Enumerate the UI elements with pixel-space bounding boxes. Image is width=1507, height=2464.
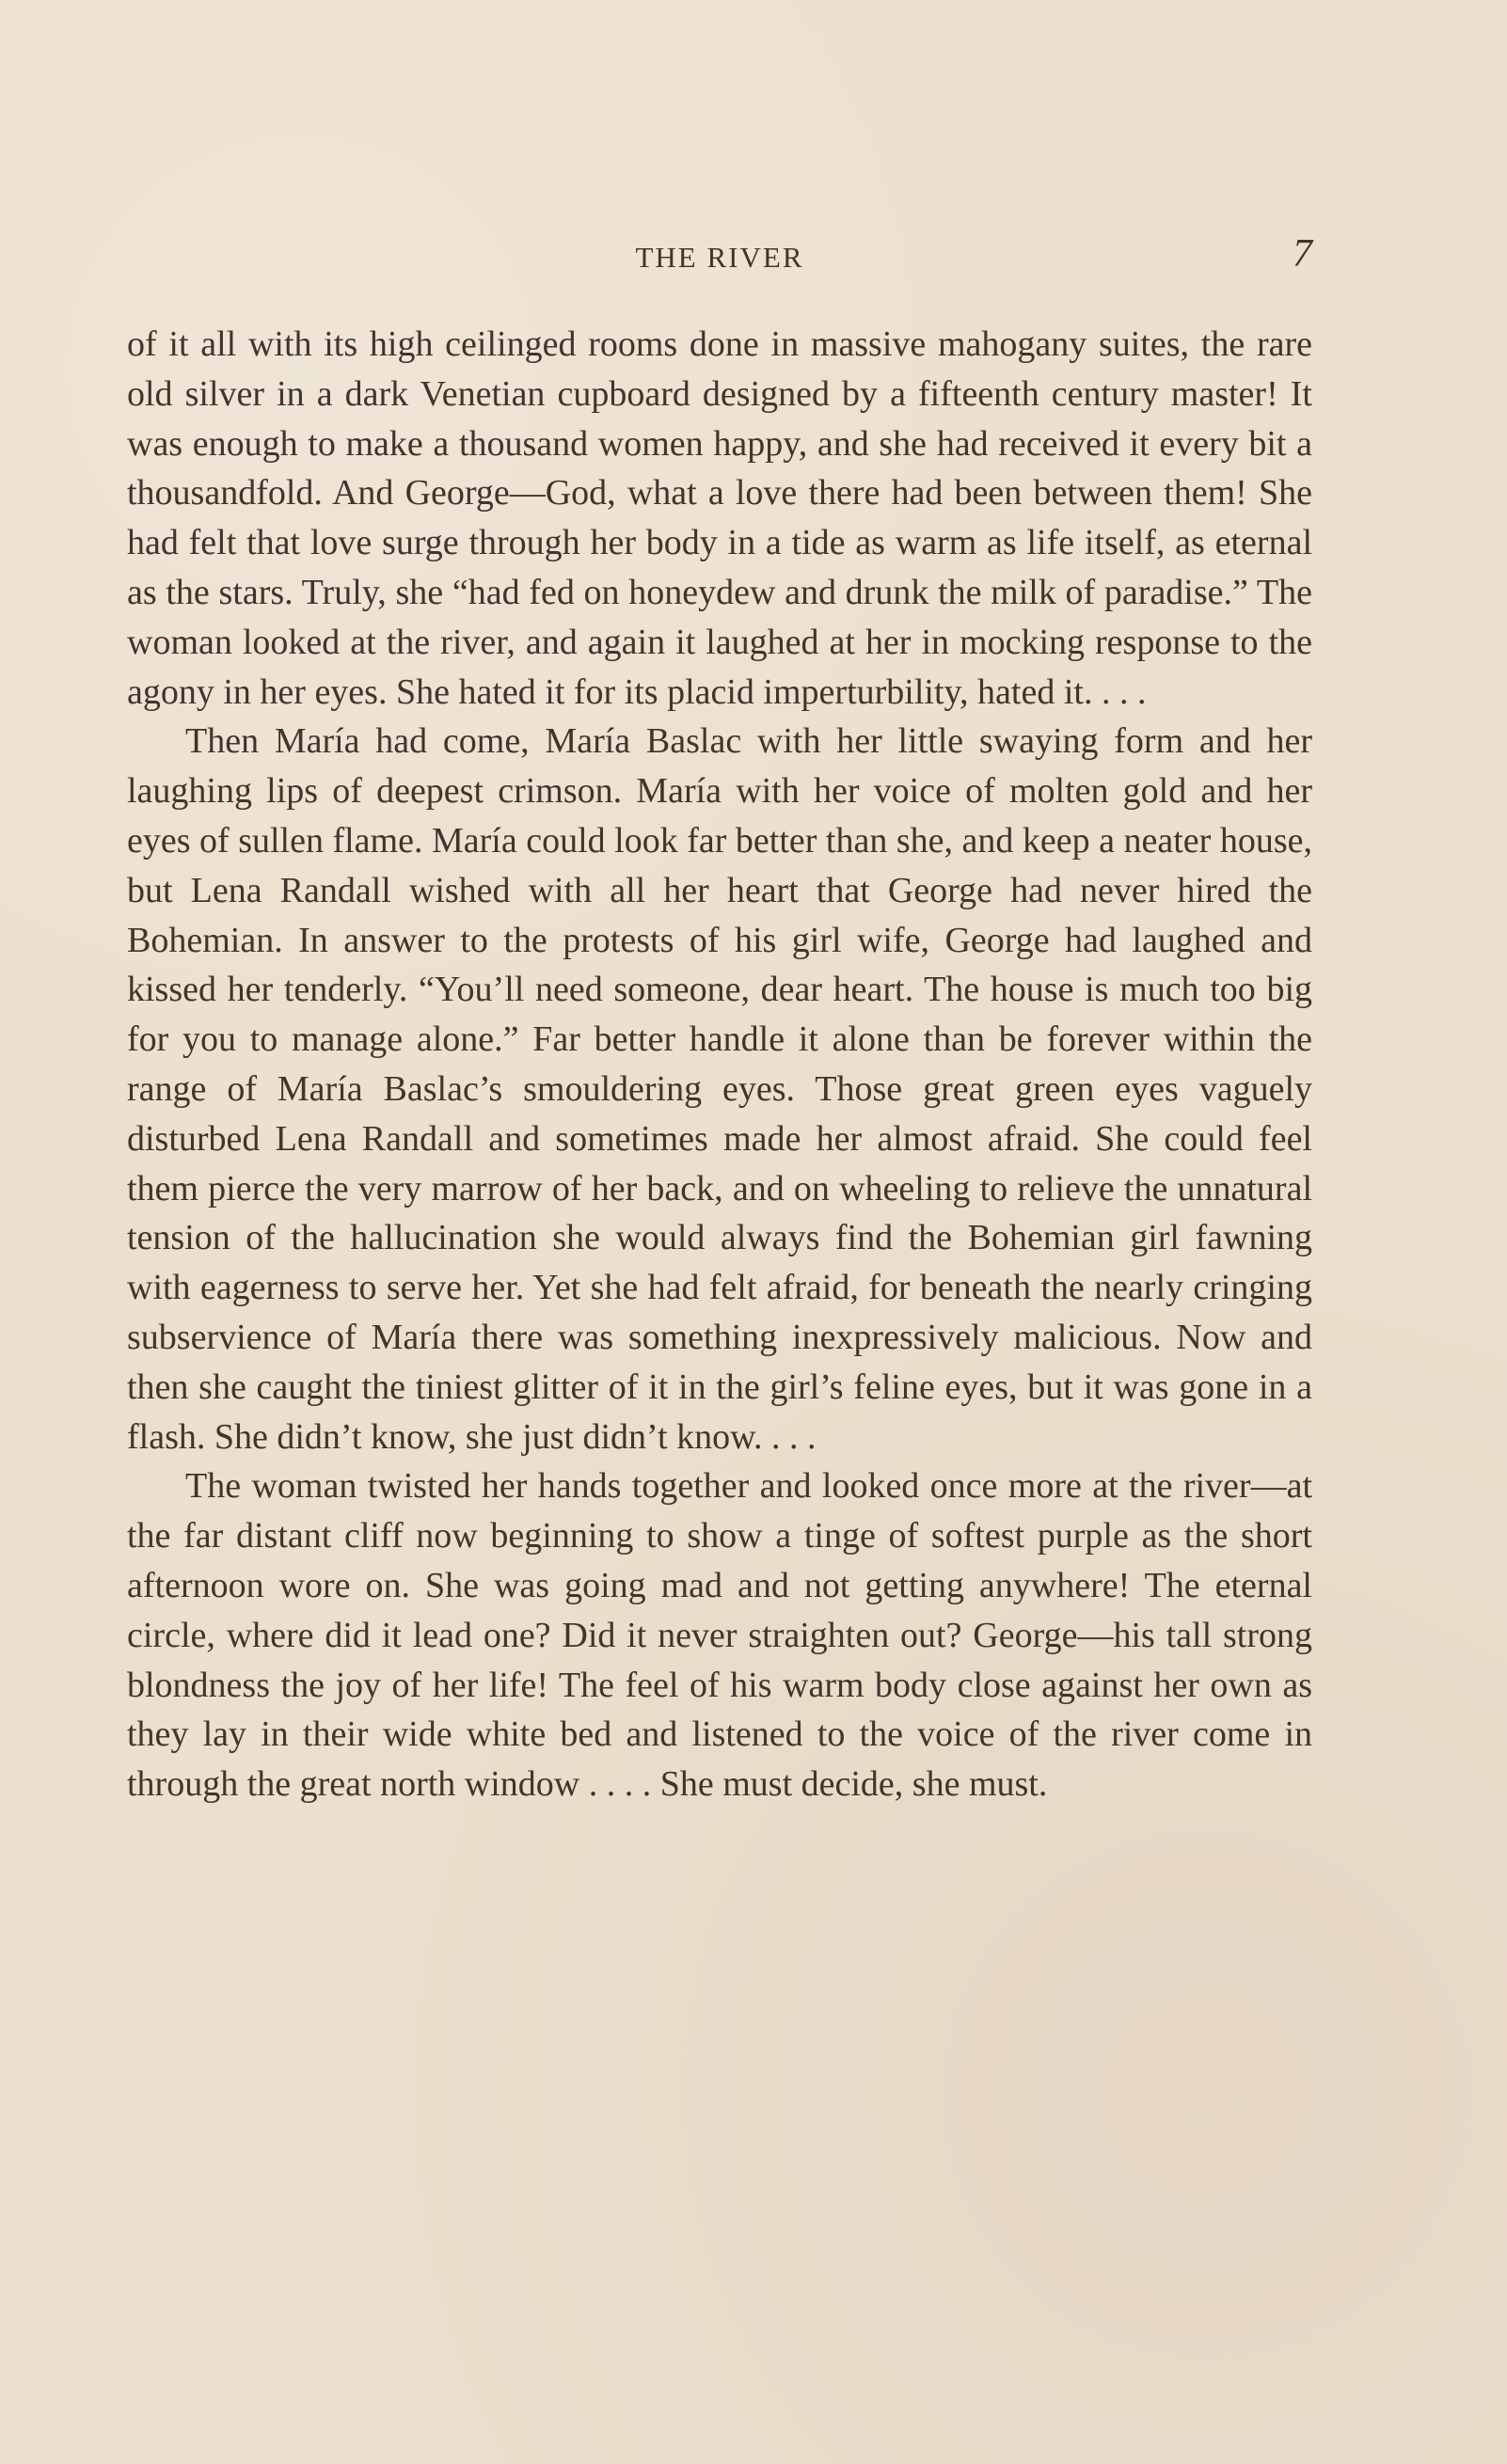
paragraph-1: of it all with its high ceilinged rooms done in massive mahogany suites, the rare old silver in a dark Venetian cupboard designed by a fifteenth century master! It was enough to make a thousand women happy, and she had received it every bit a thousandfold. And George—God, what a love there had been between them! She had felt that love surge through her body in a tide as warm as life itself, as eternal as the stars. Truly, she “had fed on honeydew and drunk the milk of paradise.” The woman looked at the river, and again it laughed at her in mocking response to the agony in her eyes. She hated it for its placid imperturbility, hated it. . . .: [127, 324, 1312, 712]
body-text: [127, 320, 1312, 1809]
running-head: THE RIVER: [635, 241, 804, 274]
paragraph-3: The woman twisted her hands together and looked once more at the river—at the far distant cliff now beginning to show a tinge of softest purple as the short afternoon wore on. She was going mad and not getting anywhere! The eternal circle, where did it lead one? Did it never straighten out? George—his tall strong blondness the joy of her life! The feel of his warm body close against her own as they lay in their wide white bed and listened to the voice of the river come in through the great north window . . . . She must decide, she must.: [127, 1466, 1312, 1805]
page-header: [127, 222, 1312, 288]
page-number: 7: [1293, 232, 1312, 276]
paragraph-2: Then María had come, María Baslac with her little swaying form and her laughing lips of deepest crimson. María with her voice of molten gold and her eyes of sullen flame. María could look far better than she, and keep a neater house, but Lena Randall wished with all her heart that George had never hired the Bohemian. In answer to the protests of his girl wife, George had laughed and kissed her tenderly. “You’ll need someone, dear heart. The house is much too big for you to manage alone.” Far better handle it alone than be forever within the range of María Baslac’s smouldering eyes. Those great green eyes vaguely disturbed Lena Randall and sometimes made her almost afraid. She could feel them pierce the very marrow of her back, and on wheeling to relieve the unnatural tension of the hallucination she would always find the Bohemian girl fawning with eagerness to serve her. Yet she had felt afraid, for beneath the nearly cringing subservience of María there was something inexpressively malicious. Now and then she caught the tiniest glitter of it in the girl’s feline eyes, but it was gone in a flash. She didn’t know, she just didn’t know. . . .: [127, 721, 1312, 1457]
